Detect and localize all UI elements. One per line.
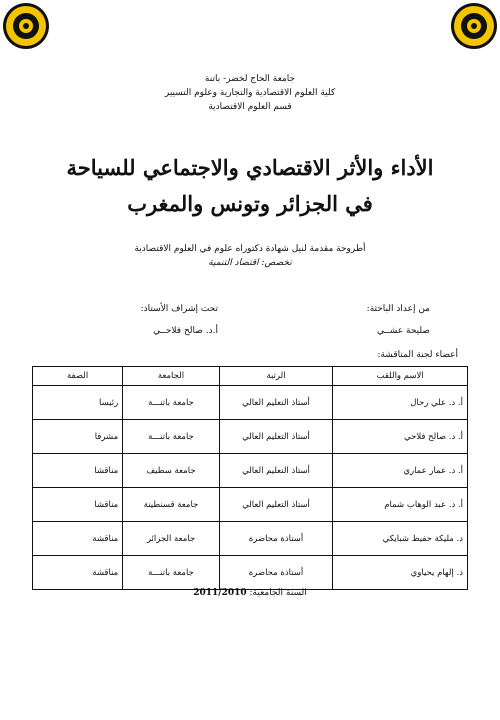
university-name: جامعة الحاج لخضر- باتنة [204,74,296,84]
member-rank: أستاذ التعليم العالي [219,386,333,420]
table-row [33,454,468,488]
seal-icon [450,2,498,50]
member-role: مناقشة [33,522,123,556]
member-university: جامعة الجزائر [123,522,220,556]
member-rank: أستاذ التعليم العالي [219,420,333,454]
faculty-name: كلية العلوم الاقتصادية والتجارية وعلوم التسيير [164,88,336,98]
column-header-rank: الرتبة [219,367,333,386]
member-rank: أستاذة محاضرة [219,556,333,590]
member-name: د. إلهام يحياوي [333,556,468,590]
prepared-by-block [320,298,430,342]
member-role: مناقشة [33,556,123,590]
thesis-subtitle [0,242,500,270]
column-header-name: الاسم واللقب [333,367,468,386]
member-role: رئيسا [33,386,123,420]
member-role: مشرفا [33,420,123,454]
department-name: قسم العلوم الاقتصادية [208,102,292,112]
thesis-title [0,150,500,222]
member-university: جامعة سطيف [123,454,220,488]
member-university: جامعة باتنـــة [123,386,220,420]
seal-icon [2,2,50,50]
table-row [33,420,468,454]
column-header-role: الصفة [33,367,123,386]
committee-label: أعضاء لجنة المناقشة: [377,350,458,360]
member-name: أ. د. علي رحال [333,386,468,420]
institution-header [0,72,500,114]
member-name: أ. د. عمار عماري [333,454,468,488]
specialization [0,256,500,270]
specialization-label: تخصص: [261,258,292,268]
member-name: د. مليكة حفيظ شبايكي [333,522,468,556]
academic-year-label: السنة الجامعية: [249,588,307,598]
member-university: جامعة باتنـــة [123,556,220,590]
member-university: جامعة باتنـــة [123,420,220,454]
table-row [33,556,468,590]
member-role: مناقشا [33,488,123,522]
member-rank: أستاذ التعليم العالي [219,488,333,522]
member-rank: أستاذة محاضرة [219,522,333,556]
committee-table [32,366,468,590]
supervisor-label: تحت إشراف الأستاذ: [140,304,218,314]
member-name: أ. د. عبد الوهاب شمام [333,488,468,522]
thesis-title-line-1: الأداء والأثر الاقتصادي والاجتماعي للسياحة [66,155,434,180]
column-header-university: الجامعة [123,367,220,386]
thesis-title-line-2: في الجزائر وتونس والمغرب [127,191,373,216]
member-role: مناقشا [33,454,123,488]
academic-year-value: 2011/2010 [193,588,247,598]
thesis-degree: أطروحة مقدمة لنيل شهادة دكتوراه علوم في العلوم الاقتصادية [134,244,366,254]
table-row [33,522,468,556]
table-header-row [33,367,468,386]
member-university: جامعة قسنطينة [123,488,220,522]
member-rank: أستاذ التعليم العالي [219,454,333,488]
table-row [33,386,468,420]
specialization-value: اقتصاد التنمية [208,258,259,268]
supervisor-name: أ.د. صالح فلاحــي [153,326,218,336]
prepared-by-name: صليحة عشــي [376,326,430,336]
academic-year [170,588,330,598]
member-name: أ. د. صالح فلاحي [333,420,468,454]
prepared-by-label: من إعداد الباحثة: [366,304,430,314]
supervisor-block [108,298,218,342]
table-row [33,488,468,522]
